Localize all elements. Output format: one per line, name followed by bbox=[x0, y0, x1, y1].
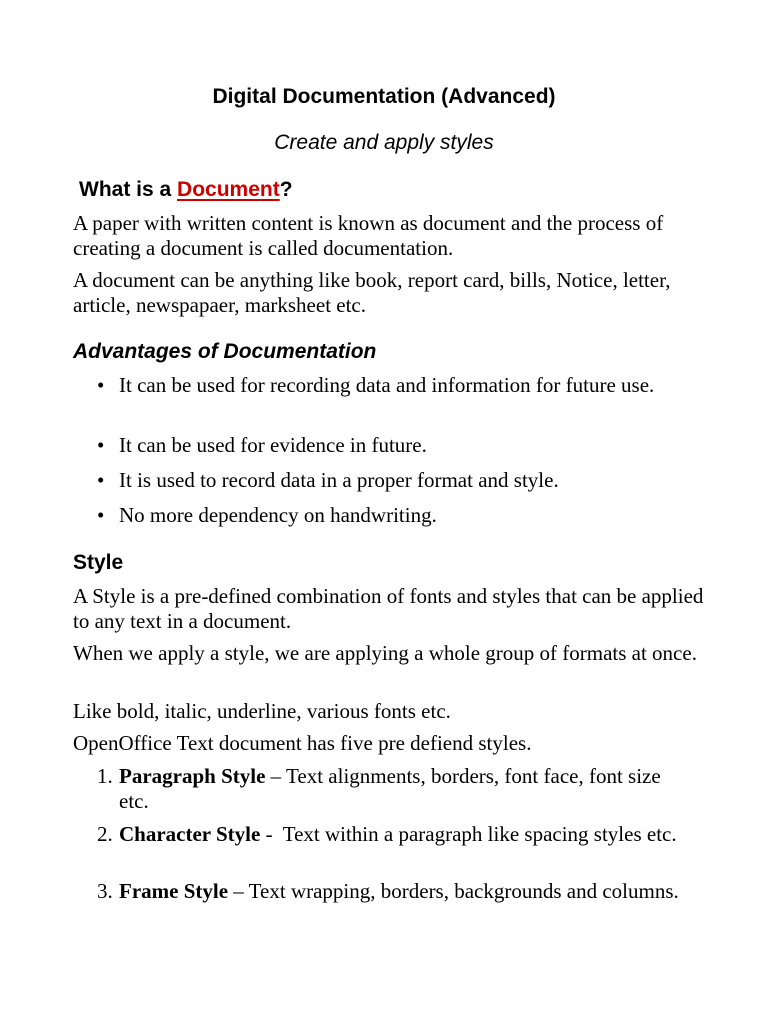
style-term: Paragraph Style bbox=[119, 764, 266, 788]
heading-what-is-document bbox=[79, 177, 293, 203]
bullet-icon: • bbox=[97, 468, 105, 492]
document-subtitle: Create and apply styles bbox=[274, 131, 494, 154]
intro-paragraph-1: A paper with written content is known as document and the process of creating a document is called documentation. bbox=[73, 211, 664, 260]
bullet-icon: • bbox=[97, 433, 105, 457]
document-title: Digital Documentation (Advanced) bbox=[212, 85, 556, 108]
term-separator: – bbox=[228, 879, 249, 903]
list-item bbox=[73, 372, 693, 399]
intro-paragraph-2: A document can be anything like book, report card, bills, Notice, letter, article, newspapaer, marksheet etc. bbox=[73, 268, 671, 317]
term-separator: – bbox=[265, 764, 287, 788]
list-item bbox=[73, 764, 693, 814]
list-item bbox=[73, 879, 693, 904]
heading-style: Style bbox=[73, 551, 124, 574]
list-item bbox=[73, 502, 693, 529]
heading-prefix: What is a bbox=[79, 178, 178, 201]
bullet-icon: • bbox=[97, 503, 105, 527]
list-item-text bbox=[119, 822, 693, 847]
list-item bbox=[73, 432, 693, 459]
heading-suffix: ? bbox=[279, 178, 293, 201]
style-paragraph-3: Like bold, italic, underline, various fonts etc. bbox=[73, 699, 451, 723]
style-description: Text wrapping, borders, backgrounds and columns. bbox=[248, 879, 679, 903]
style-paragraph-1: A Style is a pre-defined combination of fonts and styles that can be applied to any text in a document. bbox=[73, 584, 704, 633]
style-paragraph-2: When we apply a style, we are applying a whole group of formats at once. bbox=[73, 641, 697, 665]
advantage-text: It is used to record data in a proper format and style. bbox=[119, 468, 559, 492]
style-term: Character Style bbox=[119, 822, 261, 846]
style-description: Text within a paragraph like spacing styles etc. bbox=[282, 822, 677, 846]
list-number: 1. bbox=[97, 764, 113, 788]
list-item-text bbox=[119, 764, 693, 814]
list-item bbox=[73, 467, 693, 494]
advantage-text: It can be used for recording data and information for future use. bbox=[119, 373, 655, 397]
style-term: Frame Style bbox=[119, 879, 229, 903]
list-number: 3. bbox=[97, 879, 113, 903]
term-separator: - bbox=[260, 822, 283, 846]
advantage-text: No more dependency on handwriting. bbox=[119, 503, 437, 527]
style-paragraph-4: OpenOffice Text document has five pre defiend styles. bbox=[73, 731, 532, 755]
list-number: 2. bbox=[97, 822, 113, 846]
style-description: Text alignments, borders, font face, font size etc. bbox=[119, 764, 661, 813]
list-item-text bbox=[119, 879, 693, 904]
bullet-icon: • bbox=[97, 373, 105, 397]
document-keyword-link[interactable]: Document bbox=[177, 178, 280, 201]
list-item bbox=[73, 822, 693, 847]
advantage-text: It can be used for evidence in future. bbox=[119, 433, 427, 457]
heading-advantages: Advantages of Documentation bbox=[73, 340, 377, 363]
